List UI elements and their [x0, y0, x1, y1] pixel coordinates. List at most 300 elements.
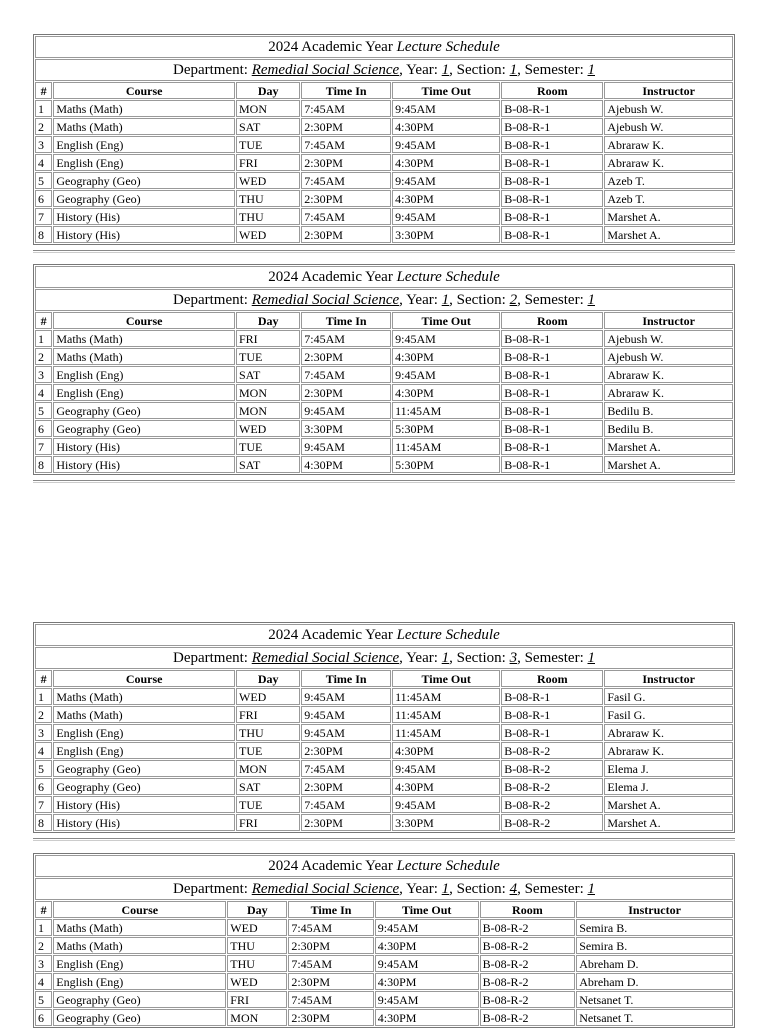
table-cell: 3:30PM: [392, 226, 500, 243]
table-cell: 2:30PM: [288, 973, 373, 990]
table-cell: B-08-R-1: [501, 724, 603, 741]
schedule-title: [35, 36, 733, 58]
title-row: [35, 855, 733, 877]
semester-label: , Semester:: [517, 291, 584, 308]
table-row: [35, 438, 733, 455]
table-cell: B-08-R-2: [501, 742, 603, 759]
table-cell: 3:30PM: [392, 814, 500, 831]
table-cell: 9:45AM: [375, 991, 479, 1008]
table-cell: 8: [35, 456, 52, 473]
table-cell: Fasil G.: [604, 688, 733, 705]
table-cell: Marshet A.: [604, 814, 733, 831]
table-cell: B-08-R-1: [501, 208, 603, 225]
schedule-block-3: [33, 622, 735, 841]
title-italic: Lecture Schedule: [396, 268, 500, 285]
year-value: 1: [441, 291, 450, 308]
department-value: Remedial Social Science: [251, 649, 400, 666]
table-row: [35, 742, 733, 759]
table-cell: B-08-R-1: [501, 118, 603, 135]
table-cell: Ajebush W.: [604, 100, 733, 117]
table-cell: Abraraw K.: [604, 136, 733, 153]
table-cell: Abraraw K.: [604, 366, 733, 383]
header-row: [35, 670, 733, 687]
table-cell: 9:45AM: [392, 172, 500, 189]
table-cell: 2:30PM: [301, 778, 391, 795]
table-cell: WED: [227, 919, 287, 936]
table-cell: History (His): [53, 208, 235, 225]
table-cell: WED: [236, 688, 300, 705]
table-cell: 7:45AM: [301, 100, 391, 117]
table-cell: B-08-R-2: [480, 991, 576, 1008]
table-cell: Marshet A.: [604, 208, 733, 225]
table-cell: 2:30PM: [301, 814, 391, 831]
title-italic: Lecture Schedule: [396, 857, 500, 874]
table-cell: SAT: [236, 778, 300, 795]
table-cell: B-08-R-1: [501, 154, 603, 171]
separator-line: [33, 838, 735, 841]
table-cell: Ajebush W.: [604, 348, 733, 365]
column-header: #: [35, 312, 52, 329]
table-cell: English (Eng): [53, 136, 235, 153]
table-cell: 11:45AM: [392, 402, 500, 419]
section-label: , Section:: [449, 291, 506, 308]
table-cell: 11:45AM: [392, 724, 500, 741]
department-label: Department:: [172, 61, 248, 78]
table-row: [35, 796, 733, 813]
table-row: [35, 688, 733, 705]
table-cell: Maths (Math): [53, 100, 235, 117]
table-cell: 2:30PM: [288, 1009, 373, 1026]
table-cell: 9:45AM: [375, 955, 479, 972]
department-value: Remedial Social Science: [251, 61, 400, 78]
table-cell: 2:30PM: [301, 190, 391, 207]
table-cell: 6: [35, 190, 52, 207]
department-row: [35, 647, 733, 669]
table-cell: 9:45AM: [392, 330, 500, 347]
table-cell: Geography (Geo): [53, 778, 235, 795]
column-header: Day: [236, 312, 300, 329]
semester-label: , Semester:: [517, 649, 584, 666]
table-cell: History (His): [53, 438, 235, 455]
table-cell: Ajebush W.: [604, 330, 733, 347]
table-cell: B-08-R-2: [480, 1009, 576, 1026]
table-cell: 4:30PM: [392, 190, 500, 207]
department-row: [35, 878, 733, 900]
table-cell: Maths (Math): [53, 118, 235, 135]
schedule-table: [33, 264, 735, 475]
table-cell: 11:45AM: [392, 706, 500, 723]
table-row: [35, 937, 733, 954]
table-cell: 9:45AM: [301, 402, 391, 419]
year-label: , Year:: [399, 291, 438, 308]
title-row: [35, 266, 733, 288]
table-cell: FRI: [227, 991, 287, 1008]
header-row: [35, 901, 733, 918]
table-row: [35, 420, 733, 437]
separator-line: [33, 480, 735, 483]
table-cell: TUE: [236, 348, 300, 365]
table-cell: 7:45AM: [288, 955, 373, 972]
table-cell: B-08-R-1: [501, 226, 603, 243]
table-row: [35, 778, 733, 795]
table-cell: Geography (Geo): [53, 402, 235, 419]
column-header: Time Out: [392, 82, 500, 99]
table-cell: 6: [35, 1009, 52, 1026]
table-cell: Fasil G.: [604, 706, 733, 723]
table-cell: MON: [236, 402, 300, 419]
column-header: Instructor: [604, 312, 733, 329]
table-cell: 3: [35, 955, 52, 972]
table-cell: Azeb T.: [604, 172, 733, 189]
table-cell: B-08-R-1: [501, 330, 603, 347]
column-header: Day: [236, 670, 300, 687]
table-cell: Azeb T.: [604, 190, 733, 207]
table-cell: 2: [35, 118, 52, 135]
table-cell: English (Eng): [53, 742, 235, 759]
column-header: Room: [501, 312, 603, 329]
table-row: [35, 154, 733, 171]
semester-value: 1: [587, 649, 595, 666]
table-cell: 2:30PM: [301, 348, 391, 365]
table-cell: B-08-R-2: [480, 973, 576, 990]
semester-value: 1: [587, 291, 595, 308]
title-italic: Lecture Schedule: [396, 38, 500, 55]
table-cell: 6: [35, 778, 52, 795]
table-row: [35, 136, 733, 153]
table-cell: 2: [35, 706, 52, 723]
table-cell: FRI: [236, 814, 300, 831]
table-cell: B-08-R-2: [501, 778, 603, 795]
table-cell: Geography (Geo): [53, 991, 226, 1008]
column-header: Time Out: [375, 901, 479, 918]
table-cell: 4:30PM: [375, 937, 479, 954]
table-row: [35, 973, 733, 990]
table-cell: B-08-R-1: [501, 402, 603, 419]
section-value: 2: [509, 291, 518, 308]
table-row: [35, 226, 733, 243]
table-cell: B-08-R-1: [501, 420, 603, 437]
table-cell: 2:30PM: [288, 937, 373, 954]
section-value: 1: [509, 61, 518, 78]
header-row: [35, 312, 733, 329]
schedule-block-2: [33, 264, 735, 483]
table-cell: 7: [35, 208, 52, 225]
table-cell: TUE: [236, 438, 300, 455]
table-cell: Marshet A.: [604, 438, 733, 455]
column-header: Instructor: [576, 901, 733, 918]
section-label: , Section:: [449, 880, 506, 897]
column-header: Time In: [301, 312, 391, 329]
section-label: , Section:: [449, 649, 506, 666]
table-cell: Abreham D.: [576, 973, 733, 990]
table-cell: Maths (Math): [53, 688, 235, 705]
table-cell: 9:45AM: [375, 919, 479, 936]
table-cell: Abraraw K.: [604, 154, 733, 171]
table-cell: B-08-R-1: [501, 172, 603, 189]
table-cell: Maths (Math): [53, 348, 235, 365]
department-row: [35, 59, 733, 81]
department-info: [35, 289, 733, 311]
table-cell: FRI: [236, 154, 300, 171]
table-cell: WED: [227, 973, 287, 990]
table-cell: Marshet A.: [604, 226, 733, 243]
separator-line: [33, 250, 735, 253]
table-cell: 7:45AM: [288, 919, 373, 936]
column-header: Course: [53, 901, 226, 918]
table-cell: 2:30PM: [301, 742, 391, 759]
schedule-block-1: [33, 34, 735, 253]
year-label: , Year:: [399, 61, 438, 78]
table-cell: 7:45AM: [301, 366, 391, 383]
table-cell: Geography (Geo): [53, 760, 235, 777]
section-label: , Section:: [449, 61, 506, 78]
table-cell: 8: [35, 814, 52, 831]
year-label: , Year:: [399, 880, 438, 897]
table-row: [35, 100, 733, 117]
year-value: 1: [441, 880, 450, 897]
table-cell: 11:45AM: [392, 438, 500, 455]
department-info: [35, 59, 733, 81]
table-cell: History (His): [53, 814, 235, 831]
table-cell: B-08-R-2: [501, 796, 603, 813]
table-cell: SAT: [236, 456, 300, 473]
table-cell: 4:30PM: [392, 118, 500, 135]
table-cell: Marshet A.: [604, 796, 733, 813]
table-cell: TUE: [236, 796, 300, 813]
table-cell: English (Eng): [53, 154, 235, 171]
schedule-title: [35, 266, 733, 288]
column-header: Day: [236, 82, 300, 99]
table-cell: B-08-R-1: [501, 384, 603, 401]
table-cell: B-08-R-1: [501, 348, 603, 365]
table-cell: B-08-R-2: [501, 814, 603, 831]
table-cell: Maths (Math): [53, 919, 226, 936]
table-cell: SAT: [236, 366, 300, 383]
schedule-title: [35, 624, 733, 646]
table-cell: History (His): [53, 226, 235, 243]
table-row: [35, 172, 733, 189]
table-row: [35, 366, 733, 383]
table-cell: 9:45AM: [392, 208, 500, 225]
table-cell: 1: [35, 688, 52, 705]
table-cell: 4: [35, 384, 52, 401]
table-cell: 7:45AM: [301, 172, 391, 189]
table-cell: 9:45AM: [301, 438, 391, 455]
semester-label: , Semester:: [517, 880, 584, 897]
table-cell: THU: [227, 937, 287, 954]
table-cell: B-08-R-2: [480, 955, 576, 972]
table-cell: English (Eng): [53, 366, 235, 383]
table-cell: THU: [236, 724, 300, 741]
table-cell: Netsanet T.: [576, 1009, 733, 1026]
column-header: Course: [53, 82, 235, 99]
table-row: [35, 1009, 733, 1026]
schedule-table: [33, 34, 735, 245]
table-cell: Abraraw K.: [604, 384, 733, 401]
table-cell: 3: [35, 724, 52, 741]
table-cell: WED: [236, 420, 300, 437]
table-cell: FRI: [236, 706, 300, 723]
table-cell: 4:30PM: [301, 456, 391, 473]
schedule-table: [33, 622, 735, 833]
title-main: 2024 Academic Year: [268, 626, 393, 643]
semester-label: , Semester:: [517, 61, 584, 78]
table-cell: Elema J.: [604, 760, 733, 777]
table-cell: 4:30PM: [375, 973, 479, 990]
table-cell: B-08-R-2: [480, 919, 576, 936]
year-value: 1: [441, 61, 450, 78]
table-cell: 4:30PM: [392, 348, 500, 365]
table-cell: 3: [35, 366, 52, 383]
table-cell: MON: [236, 100, 300, 117]
schedule-block-4: [33, 853, 735, 1028]
table-row: [35, 190, 733, 207]
table-cell: History (His): [53, 796, 235, 813]
column-header: Time In: [301, 670, 391, 687]
semester-value: 1: [587, 61, 595, 78]
table-row: [35, 991, 733, 1008]
table-row: [35, 919, 733, 936]
table-cell: Bedilu B.: [604, 402, 733, 419]
table-cell: 5: [35, 172, 52, 189]
column-header: Instructor: [604, 670, 733, 687]
table-cell: TUE: [236, 136, 300, 153]
title-main: 2024 Academic Year: [268, 38, 393, 55]
column-header: #: [35, 901, 52, 918]
column-header: Day: [227, 901, 287, 918]
table-cell: Geography (Geo): [53, 172, 235, 189]
table-cell: 7:45AM: [301, 136, 391, 153]
year-value: 1: [441, 649, 450, 666]
table-row: [35, 330, 733, 347]
column-header: Instructor: [604, 82, 733, 99]
section-value: 3: [509, 649, 518, 666]
column-header: Room: [501, 82, 603, 99]
table-cell: 4:30PM: [392, 154, 500, 171]
table-cell: THU: [236, 208, 300, 225]
table-cell: 7: [35, 438, 52, 455]
table-cell: WED: [236, 172, 300, 189]
table-cell: B-08-R-1: [501, 136, 603, 153]
table-cell: Semira B.: [576, 937, 733, 954]
table-cell: English (Eng): [53, 955, 226, 972]
table-cell: B-08-R-1: [501, 688, 603, 705]
table-cell: Maths (Math): [53, 937, 226, 954]
table-cell: 7:45AM: [301, 208, 391, 225]
table-cell: 3: [35, 136, 52, 153]
column-header: Time Out: [392, 312, 500, 329]
table-cell: 9:45AM: [301, 688, 391, 705]
department-label: Department:: [172, 291, 248, 308]
table-cell: 2:30PM: [301, 384, 391, 401]
table-cell: B-08-R-1: [501, 438, 603, 455]
column-header: Time Out: [392, 670, 500, 687]
table-row: [35, 118, 733, 135]
table-cell: 8: [35, 226, 52, 243]
table-cell: SAT: [236, 118, 300, 135]
table-cell: Maths (Math): [53, 706, 235, 723]
table-cell: 5:30PM: [392, 420, 500, 437]
table-cell: 7:45AM: [301, 760, 391, 777]
table-cell: 9:45AM: [301, 724, 391, 741]
column-header: Time In: [301, 82, 391, 99]
table-cell: 1: [35, 100, 52, 117]
title-italic: Lecture Schedule: [396, 626, 500, 643]
table-cell: 9:45AM: [392, 136, 500, 153]
table-cell: Ajebush W.: [604, 118, 733, 135]
header-row: [35, 82, 733, 99]
table-cell: 9:45AM: [392, 366, 500, 383]
table-cell: English (Eng): [53, 384, 235, 401]
table-cell: History (His): [53, 456, 235, 473]
table-cell: 4: [35, 742, 52, 759]
table-cell: 3:30PM: [301, 420, 391, 437]
table-cell: 2:30PM: [301, 118, 391, 135]
semester-value: 1: [587, 880, 595, 897]
table-cell: 5: [35, 991, 52, 1008]
table-cell: English (Eng): [53, 973, 226, 990]
table-row: [35, 456, 733, 473]
department-row: [35, 289, 733, 311]
table-cell: 7:45AM: [301, 330, 391, 347]
table-row: [35, 955, 733, 972]
table-cell: 1: [35, 919, 52, 936]
title-main: 2024 Academic Year: [268, 268, 393, 285]
table-cell: B-08-R-2: [480, 937, 576, 954]
table-cell: B-08-R-1: [501, 100, 603, 117]
table-cell: 9:45AM: [301, 706, 391, 723]
department-value: Remedial Social Science: [251, 880, 400, 897]
table-cell: FRI: [236, 330, 300, 347]
table-cell: 4: [35, 154, 52, 171]
table-row: [35, 724, 733, 741]
table-cell: MON: [227, 1009, 287, 1026]
table-row: [35, 760, 733, 777]
column-header: #: [35, 82, 52, 99]
table-cell: 5: [35, 402, 52, 419]
table-cell: Marshet A.: [604, 456, 733, 473]
table-cell: Elema J.: [604, 778, 733, 795]
department-value: Remedial Social Science: [251, 291, 400, 308]
column-header: #: [35, 670, 52, 687]
column-header: Course: [53, 670, 235, 687]
schedule-table: [33, 853, 735, 1028]
table-cell: 7:45AM: [301, 796, 391, 813]
table-row: [35, 208, 733, 225]
title-main: 2024 Academic Year: [268, 857, 393, 874]
table-cell: THU: [227, 955, 287, 972]
table-cell: Semira B.: [576, 919, 733, 936]
table-cell: Bedilu B.: [604, 420, 733, 437]
table-cell: B-08-R-1: [501, 366, 603, 383]
table-cell: B-08-R-1: [501, 456, 603, 473]
table-cell: 4:30PM: [392, 742, 500, 759]
table-cell: B-08-R-1: [501, 190, 603, 207]
column-header: Room: [501, 670, 603, 687]
table-cell: 5:30PM: [392, 456, 500, 473]
table-cell: THU: [236, 190, 300, 207]
column-header: Time In: [288, 901, 373, 918]
table-cell: MON: [236, 760, 300, 777]
table-cell: Maths (Math): [53, 330, 235, 347]
department-label: Department:: [172, 880, 248, 897]
table-cell: English (Eng): [53, 724, 235, 741]
table-cell: 9:45AM: [392, 796, 500, 813]
table-cell: Abreham D.: [576, 955, 733, 972]
table-cell: 1: [35, 330, 52, 347]
title-row: [35, 624, 733, 646]
table-cell: 11:45AM: [392, 688, 500, 705]
